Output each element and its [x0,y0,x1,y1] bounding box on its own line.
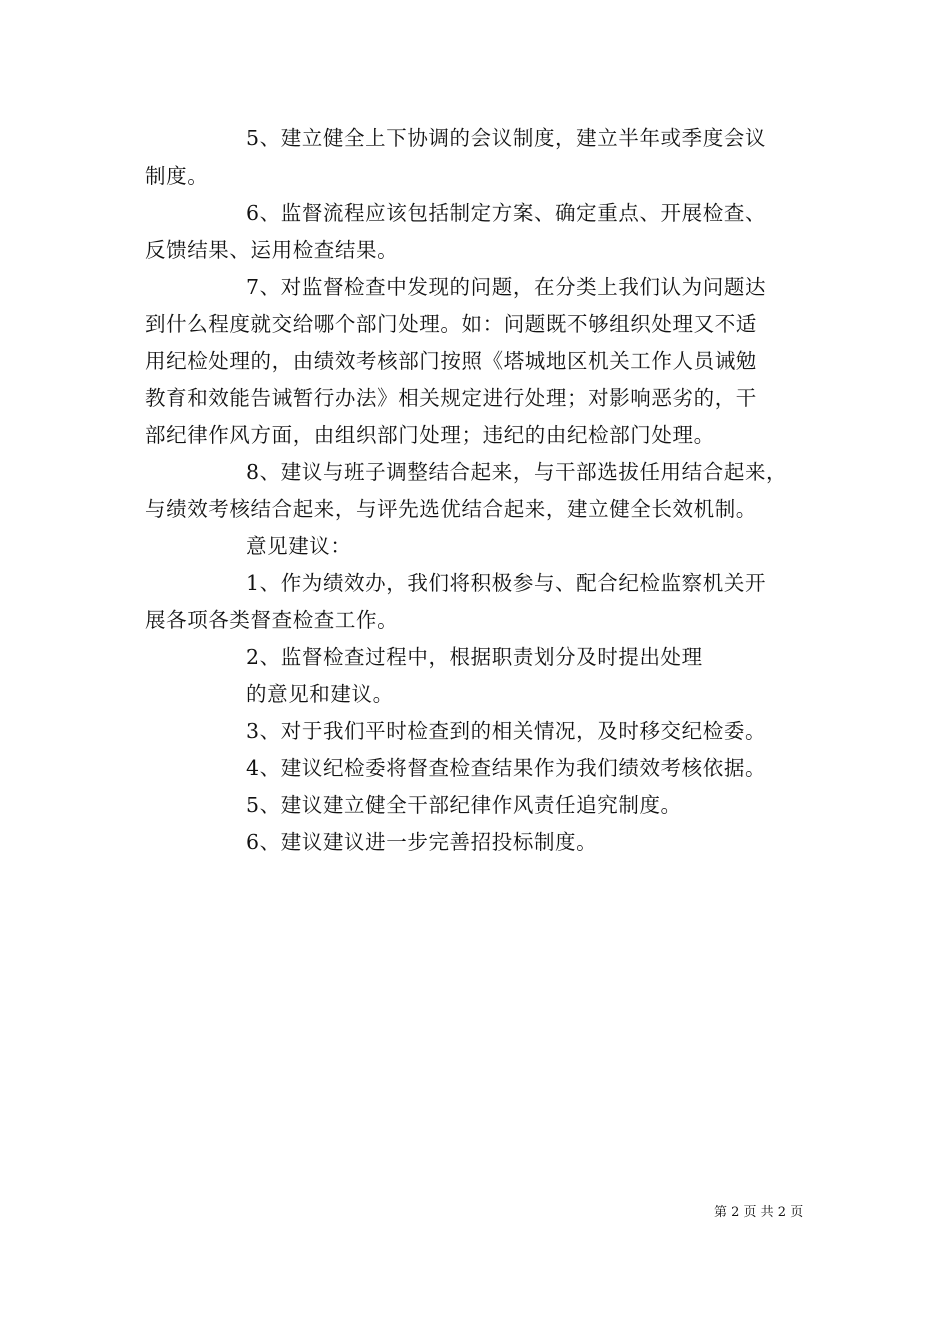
text-line: 2、监督检查过程中，根据职责划分及时提出处理 [246,645,703,669]
text-line: 7、对监督检查中发现的问题，在分类上我们认为问题达 [246,275,767,299]
text-line: 6、建议建议进一步完善招投标制度。 [246,830,598,854]
text-line: 6、监督流程应该包括制定方案、确定重点、开展检查、 [246,201,767,225]
text-line: 教育和效能告诫暂行办法》相关规定进行处理；对影响恶劣的，干 [145,386,757,410]
text-line: 与绩效考核结合起来，与评先选优结合起来，建立健全长效机制。 [145,497,757,521]
text-line: 展各项各类督查检查工作。 [145,608,399,632]
text-line: 反馈结果、运用检查结果。 [145,238,399,262]
page-number-footer: 第 2 页 共 2 页 [714,1205,804,1220]
text-line: 用纪检处理的，由绩效考核部门按照《塔城地区机关工作人员诫勉 [145,349,757,373]
text-line: 5、建立健全上下协调的会议制度，建立半年或季度会议 [246,126,767,150]
text-line: 部纪律作风方面，由组织部门处理；违纪的由纪检部门处理。 [145,423,715,447]
text-line: 1、作为绩效办，我们将积极参与、配合纪检监察机关开 [246,571,767,595]
section-heading: 意见建议： [246,534,352,558]
text-line: 制度。 [145,164,209,188]
text-line: 到什么程度就交给哪个部门处理。如：问题既不够组织处理又不适 [145,312,757,336]
text-line: 4、建议纪检委将督查检查结果作为我们绩效考核依据。 [246,756,767,780]
text-line: 5、建议建立健全干部纪律作风责任追究制度。 [246,793,682,817]
text-line: 8、建议与班子调整结合起来，与干部选拔任用结合起来， [246,460,788,484]
text-line: 的意见和建议。 [246,682,394,706]
text-line: 3、对于我们平时检查到的相关情况，及时移交纪检委。 [246,719,767,743]
